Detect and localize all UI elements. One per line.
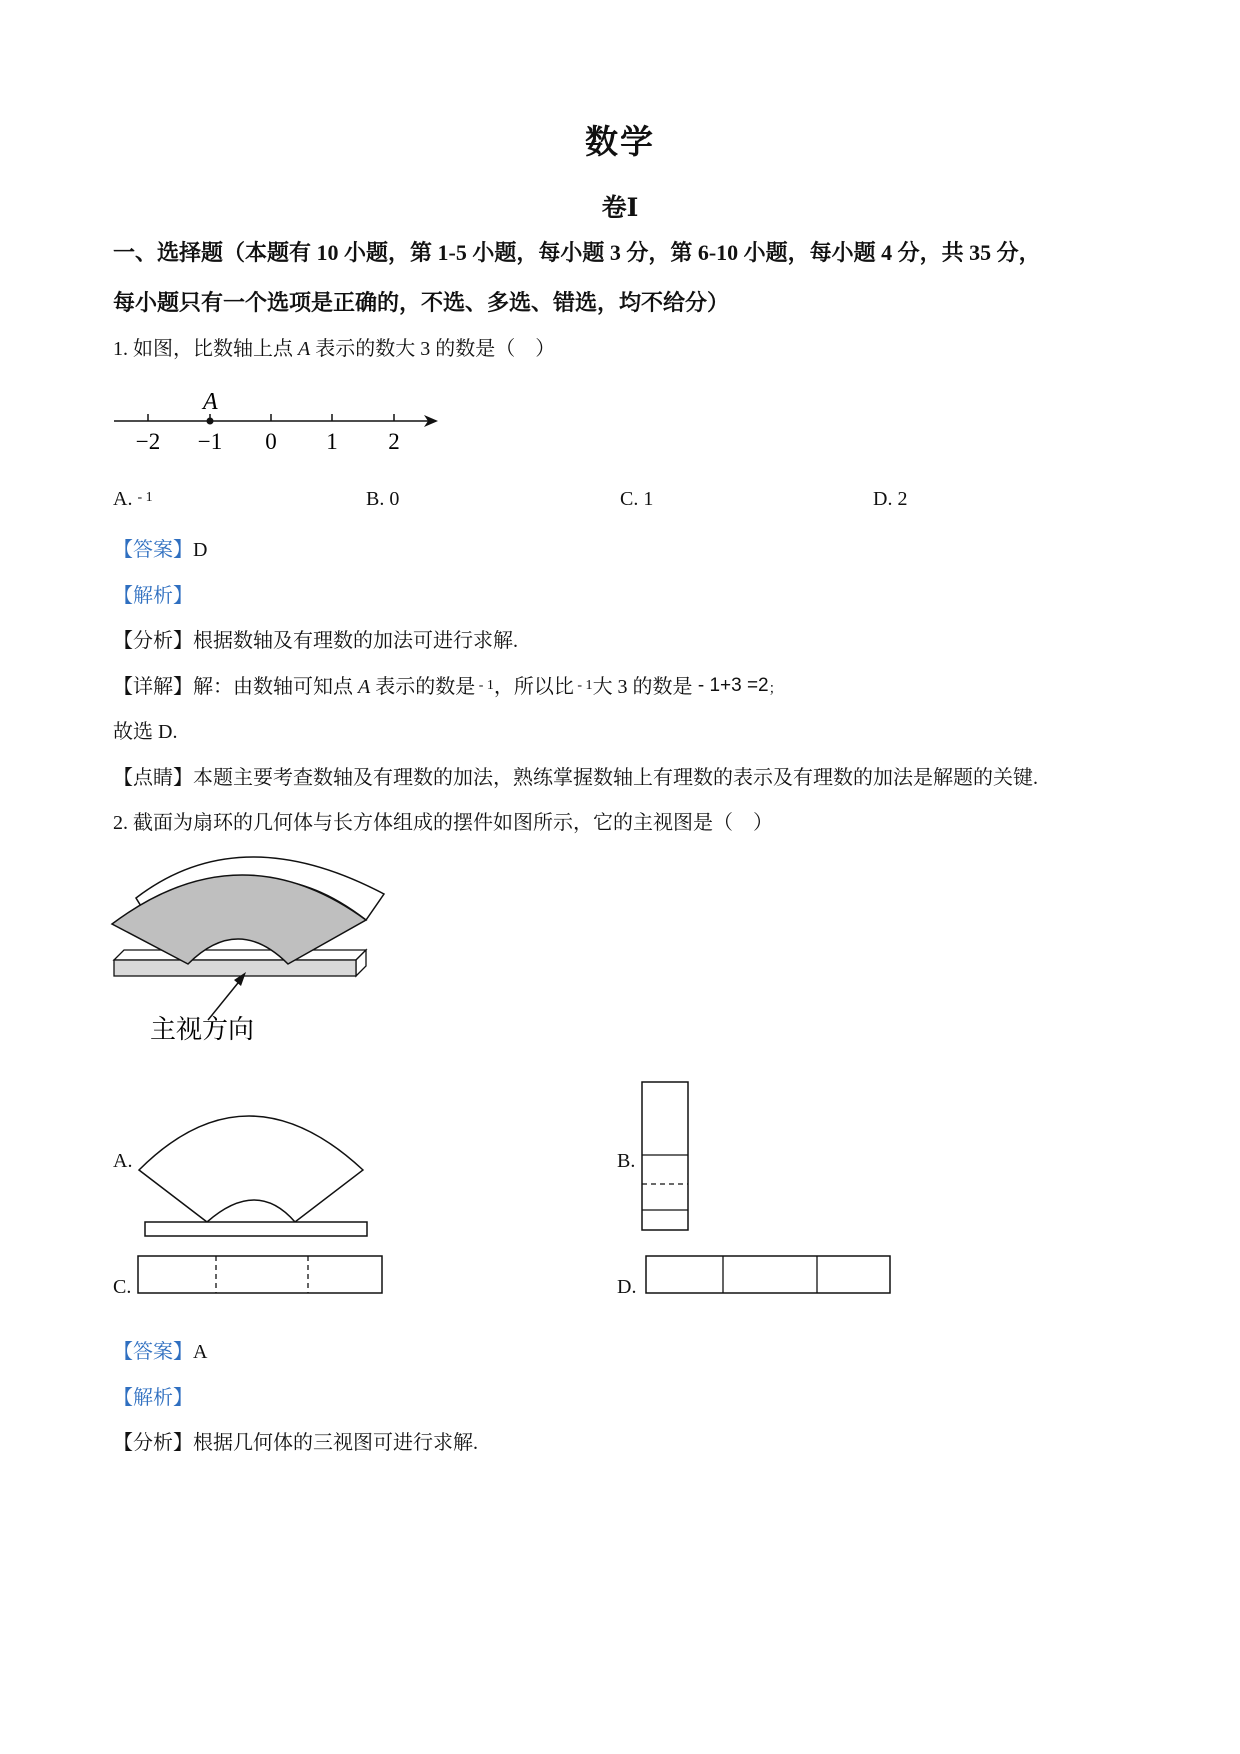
q1-stem-var: A [298, 338, 311, 360]
q1-dianjing [113, 761, 1038, 790]
fenxi-text: 根据几何体的三视图可进行求解. [193, 1432, 478, 1454]
q2-option-b-letter: B. [617, 1150, 636, 1172]
point-a-dot [207, 418, 214, 425]
fenxi-tag: 【分析】 [113, 630, 193, 652]
tick-label: 2 [388, 429, 400, 454]
option-text: 0 [389, 488, 400, 510]
top-view-outline [138, 1256, 382, 1293]
base-box-top [114, 950, 366, 960]
xiangjie-text: 表示的数是 [370, 676, 476, 698]
tick-label: 0 [265, 429, 277, 454]
q2-option-b-figure [640, 1080, 694, 1232]
front-view-base [145, 1222, 367, 1236]
xiangjie-text: ，所以比 [493, 676, 574, 698]
answer-value: D [193, 539, 208, 561]
front-view-sector-ring [139, 1116, 363, 1222]
q1-analysis-tag: 【解析】 [113, 585, 193, 607]
q1-option-c [620, 488, 653, 511]
answer-tag: 【答案】 [113, 539, 193, 561]
q1-conclusion: 故选 D. [113, 721, 178, 743]
q2-solid-figure [108, 840, 408, 1050]
q2-stem: 2. 截面为扇环的几何体与长方体组成的摆件如图所示，它的主视图是（ ） [113, 812, 773, 834]
xiangjie-number: - 1 [573, 678, 593, 693]
q1-stem [113, 332, 555, 361]
point-a-label: A [203, 389, 218, 415]
xiangjie-tag: 【详解】 [113, 676, 193, 698]
option-letter: A. [113, 488, 138, 510]
option-text: - 1 [137, 490, 153, 505]
xiangjie-end: ； [768, 682, 783, 697]
q1-fenxi [113, 624, 518, 653]
option-letter: D. [873, 488, 898, 510]
xiangjie-text: 大 3 的数是 [592, 676, 693, 698]
q1-option-d [873, 488, 907, 511]
view-direction-line [208, 978, 242, 1020]
q1-option-b [366, 488, 399, 511]
q1-option-a [113, 488, 153, 511]
q1-xiangjie [113, 670, 783, 699]
xiangjie-expression: - 1+3 =2 [692, 675, 769, 696]
xiangjie-var: A [358, 676, 371, 698]
dianjing-tag: 【点睛】 [113, 767, 193, 789]
q2-answer [113, 1335, 207, 1364]
tick-label: 1 [326, 429, 338, 454]
option-letter: C. [620, 488, 644, 510]
option-text: 1 [643, 488, 654, 510]
answer-tag: 【答案】 [113, 1341, 193, 1363]
tick-label: −2 [135, 429, 161, 454]
q1-number-line-figure [108, 380, 448, 455]
q2-analysis-tag: 【解析】 [113, 1387, 193, 1409]
xiangjie-text: 解：由数轴可知点 [193, 676, 358, 698]
q2-option-a-figure [135, 1098, 375, 1238]
side-view-outline [642, 1082, 688, 1230]
paper-subtitle: 卷Ⅰ [601, 195, 639, 222]
fenxi-tag: 【分析】 [113, 1432, 193, 1454]
q2-option-d-letter: D. [617, 1276, 637, 1298]
section-heading-line1: 一、选择题（本题有 10 小题，第 1-5 小题，每小题 3 分，第 6-10 小题，每小题 4 分，共 35 分， [113, 240, 1041, 265]
base-box-front [114, 960, 356, 976]
top-view-outline [646, 1256, 890, 1293]
option-letter: B. [366, 488, 390, 510]
q2-option-c-figure [136, 1254, 386, 1296]
q2-fenxi [113, 1426, 478, 1455]
option-text: 2 [897, 488, 908, 510]
q1-answer [113, 533, 207, 562]
tick-label: −1 [197, 429, 223, 454]
q2-option-a-letter: A. [113, 1150, 133, 1172]
q1-stem-post: 表示的数大 3 的数是（ ） [310, 338, 556, 360]
dianjing-text: 本题主要考查数轴及有理数的加法，熟练掌握数轴上有理数的表示及有理数的加法是解题的关键. [193, 767, 1038, 789]
answer-value: A [193, 1341, 208, 1363]
fenxi-text: 根据数轴及有理数的加法可进行求解. [193, 630, 518, 652]
q2-option-c-letter: C. [113, 1276, 132, 1298]
q1-stem-pre: 1. 如图，比数轴上点 [113, 338, 298, 360]
view-direction-label: 主视方向 [150, 1015, 255, 1044]
xiangjie-number: - 1 [475, 678, 494, 693]
q2-option-d-figure [644, 1254, 894, 1296]
section-heading-line2: 每小题只有一个选项是正确的，不选、多选、错选，均不给分） [113, 290, 730, 315]
page-title: 数学 [585, 125, 655, 161]
